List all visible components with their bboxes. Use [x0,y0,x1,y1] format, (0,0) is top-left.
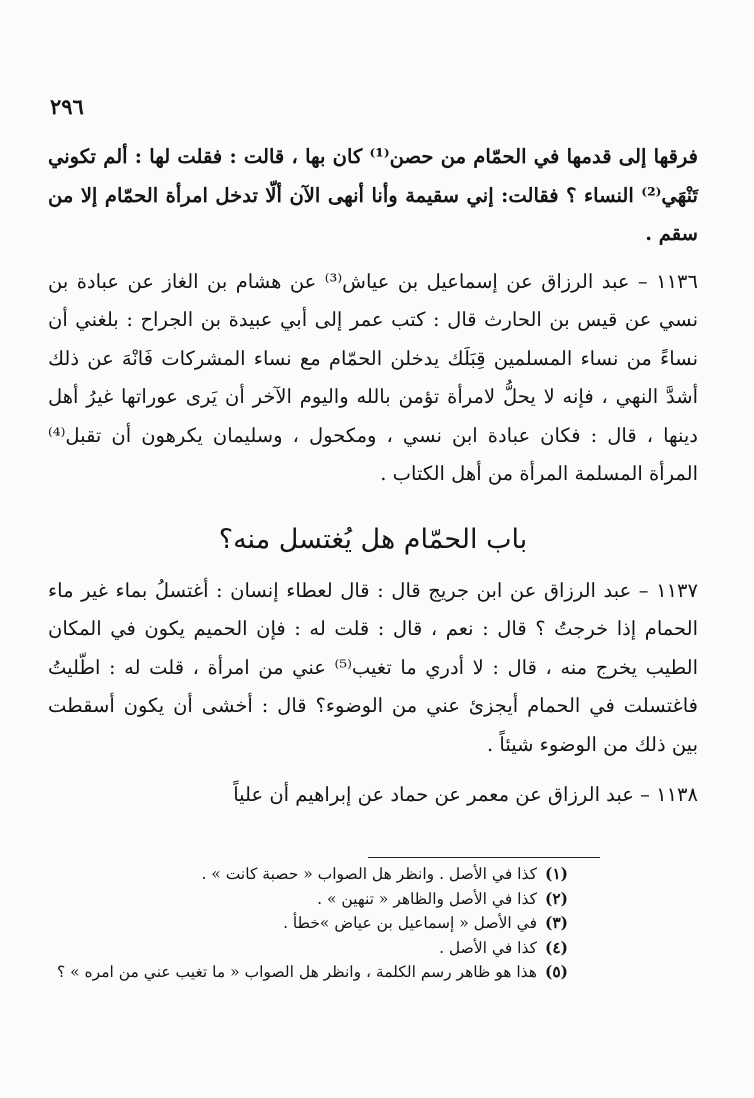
main-text [48,138,698,815]
footnote [48,862,568,887]
footnote-number: (١) [544,864,568,883]
footnote-divider [368,857,600,858]
section-heading: باب الحمّام هل يُغتسل منه؟ [218,523,528,555]
footnote-text: في الأصل « إسماعيل بن عياض »خطأ . [283,914,537,932]
footnote-text: كذا في الأصل . [439,938,537,957]
footnote-number: (٢) [544,888,568,908]
footnote [48,911,568,936]
paragraph-1138: ١١٣٨ – عبد الرزاق عن معمر عن حماد عن إبراهيم أن علياً [233,783,698,806]
footnote-number: (٥) [544,962,568,981]
footnotes-list [48,862,568,985]
footnote-text: هذا هو ظاهر رسم الكلمة ، وانظر هل الصواب « ما تغيب عني من امره » ؟ [56,963,537,981]
footnote-text: كذا في الأصل . وانظر هل الصواب « حصبة كانت » . [201,865,537,883]
footnote [48,936,568,961]
page-number: ٢٩٦ [50,94,84,119]
paragraph: فرقها إلى قدمها في الحمّام من حصن⁽¹⁾ كان بها ، قالت : فقلت لها : ألم تكوني تَنْهَي⁽²⁾ النساء ؟ فقالت: إني سقيمة وأنا أنهى الآن ألّا تدخل امرأة الحمّام إلا من سقم . [48,145,698,245]
footnote-number: (٤) [544,937,568,957]
footnote-number: (٣) [544,913,568,932]
footnote [48,960,568,985]
paragraph-1136: ١١٣٦ – عبد الرزاق عن إسماعيل بن عياش⁽³⁾ عن هشام بن الغاز عن عبادة بن نسي عن قيس بن الحارث قال : كتب عمر إلى أبي عبيدة بن الجراح : بلغني أن نساءً من نساء المسلمين قِبَلَك يدخلن الحمّام مع نساء المشركات فَانْهَ عن ذلك أشدَّ النهي ، فإنه لا يحلُّ لامرأة تؤمن بالله واليوم الآخر أن يَرى عوراتها غيرُ أهل دينها ، قال : فكان عبادة ابن نسي ، ومكحول ، وسليمان يكرهون أن تقبل⁽⁴⁾ المرأة المسلمة المرأة من أهل الكتاب . [48,269,699,485]
paragraph-1137: ١١٣٧ – عبد الرزاق عن ابن جريج قال : قال لعطاء إنسان : أغتسلُ بماء غير ماء الحمام إذا خرجتُ ؟ قال : نعم ، قال : قلت له : فإن الحميم يكون في المكان الطيب يخرج منه ، قال : لا أدري ما تغيب⁽⁵⁾ عني من امرأة ، قلت له : اطّليتُ فاغتسلت في الحمام أيجزئ عني من الوضوء؟ قال : أخشى أن يكون أسقطت بين ذلك من الوضوء شيئاً . [48,578,699,756]
footnote-text: كذا في الأصل والظاهر « تنهين » . [317,889,537,908]
footnote [48,887,568,912]
